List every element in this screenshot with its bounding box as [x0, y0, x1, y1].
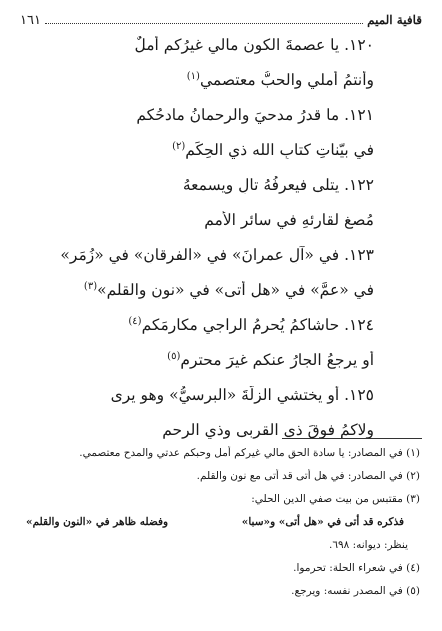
verse-120-first-hemistich: ١٢٠. يا عصمةَ الكونِ مالي غيرُكم أملٌ: [134, 36, 374, 54]
footnotes: [18, 446, 420, 607]
verse-121-first-hemistich: ١٢١. ما قدرُ مدحيَ والرحمانُ مادحُكم: [136, 106, 374, 124]
poem-verses: [20, 36, 422, 456]
verse-123-second-hemistich: في «عمَّ» في «هل أتى» في «نونِ والقلمِ»$^{(٣)}$: [83, 281, 374, 299]
footnote-separator: [282, 438, 422, 439]
footnote-3-reference: ينظر: ديوانه: ٦٩٨.: [328, 539, 408, 551]
footnote-marker-1: (١): [186, 71, 200, 82]
couplet-first-hemistich: فذكره قد أتى في «هل أتى» و«سبا»: [241, 516, 404, 528]
header-dotted-leader: [45, 23, 363, 24]
footnote-3-quoted-couplet: [18, 515, 420, 529]
footnote-marker-5: (٥): [167, 351, 181, 362]
verse-122-first-hemistich: ١٢٢. يتلى فيعرفُهُ تالٍ ويسمعهُ: [182, 176, 374, 194]
chapter-title: قافية الميم: [367, 13, 422, 27]
verse-125-first-hemistich: ١٢٥. أو يختشي الزلّةَ «البرسيُّ» وهو يرى: [110, 386, 374, 404]
verse-124-second-hemistich: أو يرجعُ الجارُ عنكم غيرَ محترمِ$^{(٥)}$: [167, 351, 374, 369]
footnote-2: (٢) في المصادر: في هل أتى قد أتى مع نون والقلم.: [196, 470, 420, 482]
verse-121-second-hemistich: في بيّناتِ كتابِ الله ذي الحِكَمِ$^{(٢)}$: [172, 141, 374, 159]
footnote-1: (١) في المصادر: يا سادة الحق مالي غيركم أمل وحبكم عدتي والمدح معتصمي.: [79, 447, 420, 459]
verse-123-first-hemistich: ١٢٣. في «آلِ عمرانَ» في «الفرقانِ» في «زُمَرٍ»: [60, 246, 374, 264]
footnote-marker-2: (٢): [172, 141, 186, 152]
footnote-4: (٤) في شعراء الحلة: تحرموا.: [293, 562, 420, 574]
verse-125-second-hemistich: ولاكمُ فوقَ ذي القربى وذي الرحمِ: [162, 421, 374, 439]
running-header: [20, 10, 422, 30]
verse-122-second-hemistich: مُصغٍ لقارئهِ في سائرِ الأممِ: [204, 211, 374, 229]
verse-124-first-hemistich: ١٢٤. حاشاكمُ يُحرمُ الراجي مكارمَكم$^{(٤)}$: [128, 316, 374, 334]
verse-120-second-hemistich: وأنتمُ أملي والحبُّ معتصمي$^{(١)}$: [186, 71, 374, 89]
footnote-marker-4: (٤): [128, 316, 142, 327]
page-number: ١٦١: [20, 12, 41, 28]
couplet-second-hemistich: وفضله ظاهر في «النون والقلم»: [26, 516, 169, 528]
footnote-3: (٣) مقتبس من بيت صفي الدين الحلي:: [251, 493, 420, 505]
footnote-5: (٥) في المصدر نفسه: ويرجع.: [291, 585, 420, 597]
footnote-marker-3: (٣): [83, 281, 98, 292]
